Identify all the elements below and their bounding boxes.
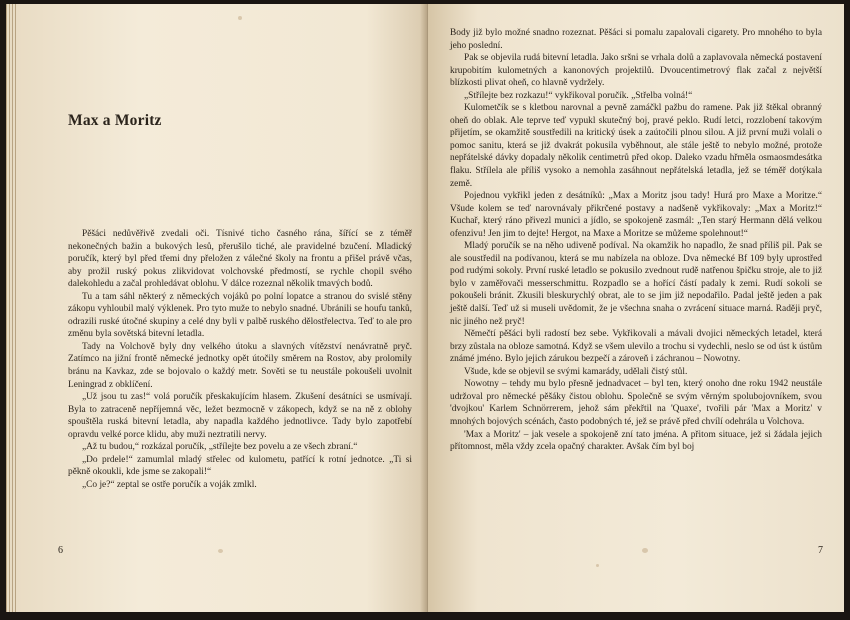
paragraph: Pak se objevila rudá bitevní letadla. Jako sršni se vrhala dolů a zaplavovala německá postavení krupobitím kulometných a kanonových projektilů. Dvoucentimetrový flak začal z největší blízkosti plivat oheň, co hlavně vydržely. [450, 53, 822, 89]
page-edges [6, 4, 16, 612]
book-spread [6, 4, 844, 612]
paragraph: Mladý poručík se na něho udiveně podíval. Na okamžik ho napadlo, že snad příliš pil. Pak se ale soustředil na podívanou, která se mu nabízela na obloze. Dva německé Bf 109 byly uprostřed pod rudými sokoly. První ruské letadlo se pokusilo zvednout rudě natřenou špičku stroje, ale to již bylo v zaměřovači messerschmittu. Rozpadlo se a hořící částí padaly k zemi. Rudí sokoli se pokoušeli bránit. Zkusili bleskurychlý obrat, ale to se jim již nepodařilo. Padal ještě jeden a pak ještě další. Teď už si museli uvědomit, že je všechna snaha o zvrácení situace marná. Raději pryč, nic jiného než pryč! [450, 241, 822, 327]
page-number-left: 6 [58, 545, 63, 556]
right-page [428, 4, 844, 612]
paragraph: „Co je?“ zeptal se ostře poručík a voják zmlkl. [82, 479, 257, 490]
paragraph: Pěšáci nedůvěřivě zvedali oči. Tísnivé ticho časného rána, šířící se z téměř nekonečných bažin a bukových lesů, přerušilo tiché, ale pravidelné bzučení. Mladický poručík, který byl před třemi dny přeložen z válečné školy na frontu a přišel právě včas, aby prožil ruský pokus zlikvidovat volchovské předmostí, se rychle chopil svého dalekohledu a začal prohledávat oblohu. V dálce rozeznal několik tmavých bodů. [68, 229, 412, 290]
page-number-right: 7 [818, 545, 823, 556]
paragraph: 'Max a Moritz' – jak vesele a spokojeně zní tato jména. A přitom situace, jež si žádala jejich přítomnost, měla vždy zcela opačný charakter. Avšak čím byl boj [450, 429, 822, 453]
paragraph: „Už jsou tu zas!“ volá poručík přeskakujícím hlasem. Zkušení desátníci se usmívají. Byla to zatraceně nepříjemná věc, ležet bezmocně v zákopech, když se na ně z oblohy spouštěla ruská bitevní letadla, aby napadla každého jednotlivce. Tady bylo zapotřebí opravdu velké porce klidu, aby muži neztratili nervy. [68, 392, 412, 440]
paragraph: Němečtí pěšáci byli radostí bez sebe. Vykřikovali a mávali dvojici německých letadel, která brzy zůstala na obloze samotná. Když se všem ulevilo a trochu si vydechli, neslo se od úst k ústům známé jméno. Bylo jejich zárukou bezpečí a zároveň i záchranou – Nowotny. [450, 329, 822, 365]
paragraph: Tady na Volchově byly dny velkého útoku a slavných vítězství nenávratně pryč. Zatímco na jižní frontě německé jednotky opět útočily směrem na Rostov, aby prolomily bránu na Kavkaz, zde se bojovalo o každý metr. Sověti se tu neustále pokoušeli uvolnit Leningrad z obklíčení. [68, 341, 412, 390]
paper-stain [596, 564, 599, 567]
paragraph: Tu a tam sáhl některý z německých vojáků po polní lopatce a stranou do svislé stěny zákopu vyhloubil malý výklenek. Pro tyto muže to nebylo snadné. Ubránili se houfu tanků, odrazili ruské útočné skupiny a celé dny byli v palbě ruského dělostřelectva. Teď to ale pro změnu byla sovětská bitevní letadla. [68, 291, 412, 340]
right-page-text [450, 27, 822, 454]
paragraph: „Až tu budou,“ rozkázal poručík, „střílejte bez povelu a ze všech zbraní.“ [82, 442, 358, 453]
paragraph: Kulometčík se s kletbou narovnal a pevně zamáčkl pažbu do ramene. Pak již štěkal obranný oheň do oblak. Ale teprve teď vypukl skutečný boj, pravé peklo. Rudí letci, rozzlobení takovým přijetím, se okamžitě soustředili na kritický úsek a zaútočili plnou silou. A již první muži volali o pomoc sanitu, která se již dvakrát pokusila vyběhnout, ale stále ještě to nebylo možné, protože nepřátelské dávky dopadaly několik centimetrů před okop. Daleko vzadu hřměla osmaosmdesátka flaku. Střílela ale příliš vysoko a nemohla zasáhnout nepřátelská letadla, jež se téměř dotýkala země. [450, 103, 822, 189]
paragraph: Pojednou vykřikl jeden z desátníků: „Max a Moritz jsou tady! Hurá pro Maxe a Moritze.“ Všude kolem se teď narovnávaly přikrčené postavy a nadšeně vykřikovaly: „Max a Moritz!“ Kuchař, který ráno přivezl munici a jídlo, se spokojeně zasmál: „Ten starý Hermann dělá velkou ofenzivu! Jen jim to dejte! Hergot, na Maxe a Moritze se můžeme spolehnout!“ [450, 191, 822, 239]
left-page-text [68, 228, 412, 491]
paragraph: Body již bylo možné snadno rozeznat. Pěšáci si pomalu zapalovali cigarety. Pro mnohého to byla jeho poslední. [450, 28, 822, 51]
paragraph: „Do prdele!“ zamumlal mladý střelec od kulometu, patřící k rotní jednotce. „Ti si pěkně okoukli, kde jsme se zakopali!“ [68, 454, 412, 478]
paper-stain [238, 16, 242, 20]
chapter-title: Max a Moritz [68, 112, 162, 129]
paper-stain [218, 549, 223, 553]
paragraph: Nowotny – tehdy mu bylo přesně jednadvacet – byl ten, který onoho dne roku 1942 neustále udržoval pro německé pěšáky čistou oblohu. Společně se svým věrným spolubojovníkem, svou 'dvojkou' Karlem Schnörrerem, jehož sám překřtil na 'Quaxe', tvořili pár 'Max a Moritz' v mnohých bojových scénách, často podobných té, jež se právě před chvílí odehrála u Volchova. [450, 379, 822, 427]
paragraph: „Střílejte bez rozkazu!“ vykřikoval poručík. „Střelba volná!“ [464, 90, 693, 101]
left-page [16, 4, 428, 612]
paragraph: Všude, kde se objevil se svými kamarády, udělali čistý stůl. [464, 366, 688, 377]
paper-stain [642, 548, 648, 553]
